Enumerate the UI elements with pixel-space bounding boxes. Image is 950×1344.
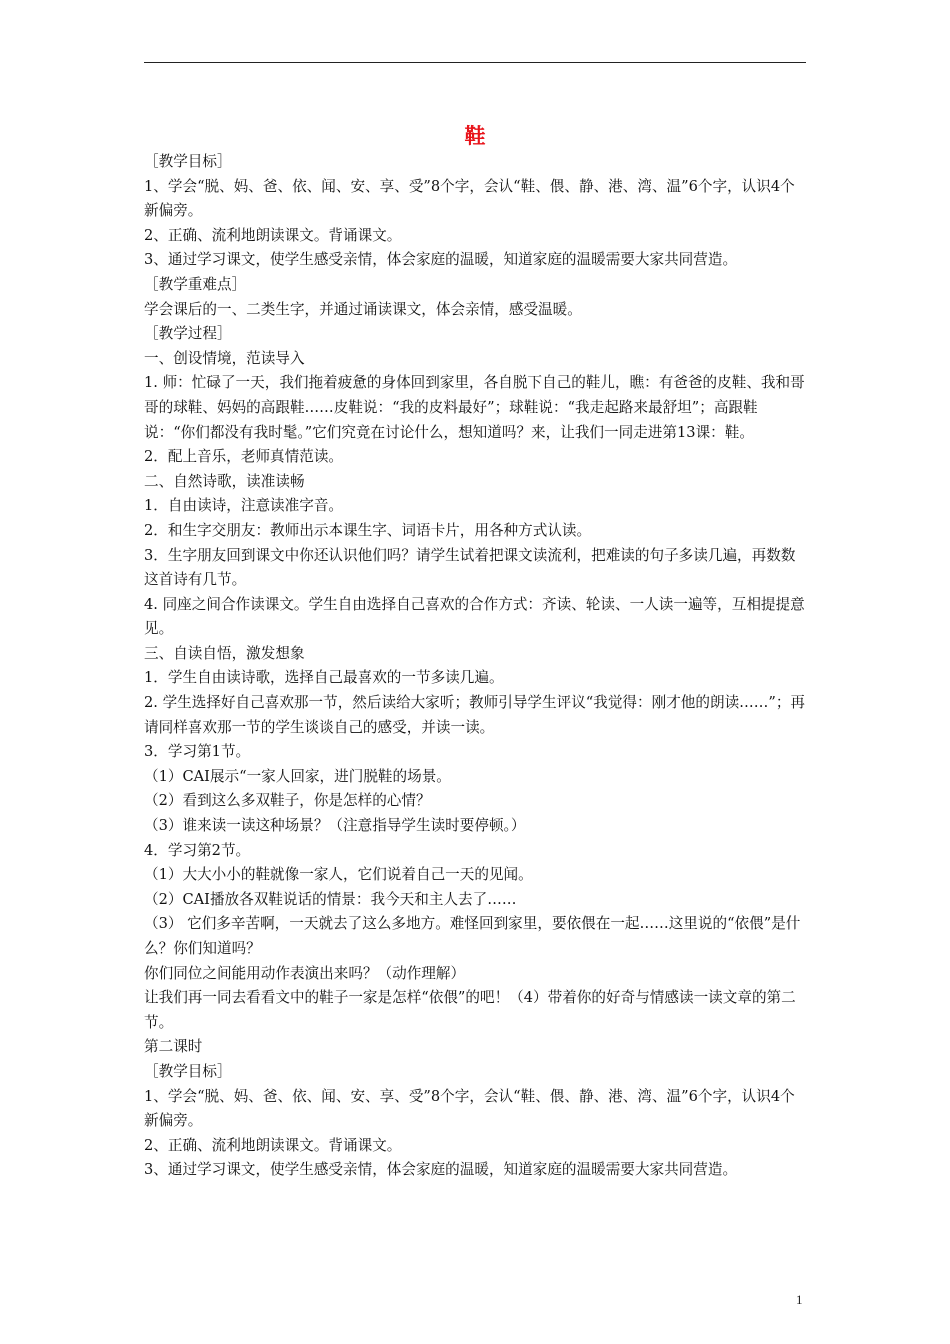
paragraph: 你们同位之间能用动作表演出来吗？（动作理解） [144, 964, 466, 982]
subsection-heading: 三、自读自悟，激发想象 [144, 644, 305, 662]
paragraph: （1）大大小小的鞋就像一家人，它们说着自己一天的见闻。 [144, 866, 533, 884]
paragraph: 3、通过学习课文，使学生感受亲情，体会家庭的温暖，知道家庭的温暖需要大家共同营造。 [144, 251, 738, 269]
paragraph: 4．学习第2节。 [144, 841, 251, 859]
paragraph: 2、正确、流利地朗读课文。背诵课文。 [144, 1136, 402, 1154]
section-heading: ［教学过程］ [144, 325, 232, 343]
paragraph: 4. 同座之间合作读课文。学生自由选择自己喜欢的合作方式：齐读、轮读、一人读一遍等，互相提提意见。 [144, 595, 805, 638]
paragraph: （1）CAI展示“一家人回家，进门脱鞋的场景。 [144, 767, 451, 785]
subsection-heading: 二、自然诗歌，读准读畅 [144, 472, 305, 490]
paragraph: 1．自由读诗，注意读准字音。 [144, 497, 344, 515]
paragraph: 让我们再一同去看看文中的鞋子一家是怎样“依偎”的吧！（4）带着你的好奇与情感读一读文章的第二节。 [144, 989, 796, 1031]
paragraph: 2．配上音乐，老师真情范读。 [144, 448, 344, 466]
document-title: 鞋 [464, 124, 486, 148]
header-rule [144, 62, 806, 63]
section-heading: ［教学重难点］ [144, 275, 247, 293]
paragraph: 2、正确、流利地朗读课文。背诵课文。 [144, 226, 402, 244]
paragraph: 1. 师：忙碌了一天，我们拖着疲惫的身体回到家里，各自脱下自己的鞋儿，瞧：有爸爸的皮鞋、我和哥哥的球鞋、妈妈的高跟鞋……皮鞋说：“我的皮料最好”；球鞋说：“我走起路来最舒坦”；高跟鞋说：“你们都没有我时髦。”它们究竟在讨论什么，想知道吗？来，让我们一同走进第13课：鞋。 [144, 374, 805, 441]
paragraph: 1、学会“脱、妈、爸、依、闻、安、享、受”8个字，会认“鞋、偎、静、港、湾、温”6个字，认识4个新偏旁。 [144, 177, 795, 220]
paragraph: （2）看到这么多双鞋子，你是怎样的心情？ [144, 792, 431, 810]
subsection-heading: 一、创设情境，范读导入 [144, 349, 305, 367]
paragraph: 1．学生自由读诗歌，选择自己最喜欢的一节多读几遍。 [144, 669, 504, 687]
paragraph: 2．和生字交朋友：教师出示本课生字、词语卡片，用各种方式认读。 [144, 521, 592, 539]
paragraph: 3、通过学习课文，使学生感受亲情，体会家庭的温暖，知道家庭的温暖需要大家共同营造。 [144, 1161, 738, 1179]
paragraph: （3） 它们多辛苦啊，一天就去了这么多地方。难怪回到家里，要依偎在一起……这里说的“依偎”是什么？你们知道吗？ [144, 915, 801, 957]
paragraph: 3．学习第1节。 [144, 743, 251, 761]
paragraph: 2. 学生选择好自己喜欢那一节，然后读给大家听；教师引导学生评议“我觉得：刚才他的朗读……”；再请同样喜欢那一节的学生谈谈自己的感受，并读一读。 [144, 694, 806, 736]
page-number: 1 [796, 1292, 803, 1307]
paragraph: （3）谁来读一读这种场景？（注意指导学生读时要停顿。） [144, 817, 526, 835]
paragraph: （2）CAI播放各双鞋说话的情景：我今天和主人去了…… [144, 890, 517, 908]
paragraph: 1、学会“脱、妈、爸、依、闻、安、享、受”8个字，会认“鞋、偎、静、港、湾、温”6个字，认识4个新偏旁。 [144, 1087, 795, 1130]
paragraph: 3．生字朋友回到课文中你还认识他们吗？请学生试着把课文读流利，把难读的句子多读几遍，再数数这首诗有几节。 [144, 546, 796, 589]
section-heading: ［教学目标］ [144, 153, 232, 170]
document-body [144, 150, 808, 1183]
section-heading: ［教学目标］ [144, 1062, 232, 1080]
paragraph: 学会课后的一、二类生字，并通过诵读课文，体会亲情，感受温暖。 [144, 300, 582, 318]
subsection-heading: 第二课时 [144, 1038, 203, 1056]
